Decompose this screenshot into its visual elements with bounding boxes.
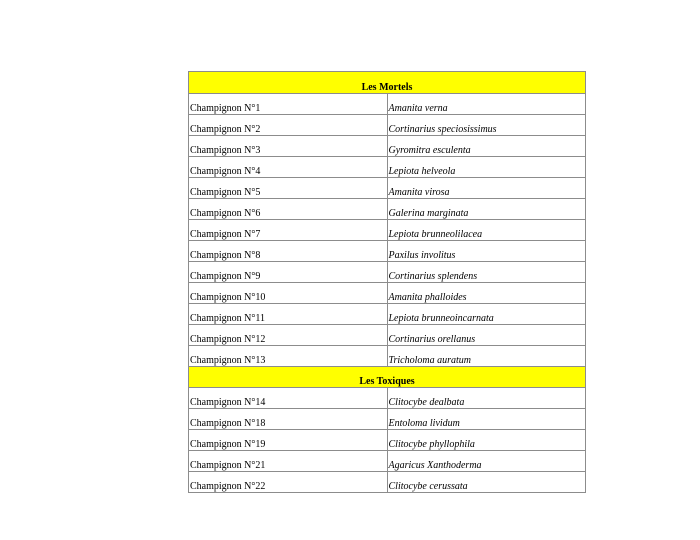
table-row (189, 157, 586, 178)
species-name-cell[interactable]: Lepiota brunneoincarnata (387, 304, 586, 325)
table-row (189, 388, 586, 409)
table-row (189, 409, 586, 430)
table-row (189, 241, 586, 262)
section-title[interactable]: Les Mortels (189, 72, 586, 94)
mushroom-number-cell[interactable]: Champignon N°2 (189, 115, 388, 136)
table-row (189, 325, 586, 346)
table-row (189, 283, 586, 304)
mushroom-number-cell[interactable]: Champignon N°22 (189, 472, 388, 493)
mushroom-number-cell[interactable]: Champignon N°11 (189, 304, 388, 325)
species-name-cell[interactable]: Entoloma lividum (387, 409, 586, 430)
table-row (189, 304, 586, 325)
species-name-cell[interactable]: Agaricus Xanthoderma (387, 451, 586, 472)
table-row (189, 115, 586, 136)
mushroom-number-cell[interactable]: Champignon N°19 (189, 430, 388, 451)
mushroom-number-cell[interactable]: Champignon N°5 (189, 178, 388, 199)
mushroom-number-cell[interactable]: Champignon N°14 (189, 388, 388, 409)
species-name-cell[interactable]: Tricholoma auratum (387, 346, 586, 367)
table-row (189, 178, 586, 199)
species-name-cell[interactable]: Cortinarius orellanus (387, 325, 586, 346)
mushroom-number-cell[interactable]: Champignon N°4 (189, 157, 388, 178)
mushroom-number-cell[interactable]: Champignon N°6 (189, 199, 388, 220)
mushroom-number-cell[interactable]: Champignon N°10 (189, 283, 388, 304)
species-name-cell[interactable]: Lepiota brunneolilacea (387, 220, 586, 241)
section-title[interactable]: Les Toxiques (189, 367, 586, 388)
mushroom-number-cell[interactable]: Champignon N°8 (189, 241, 388, 262)
mushroom-number-cell[interactable]: Champignon N°21 (189, 451, 388, 472)
table-row (189, 451, 586, 472)
species-name-cell[interactable]: Amanita phalloides (387, 283, 586, 304)
table-row (189, 94, 586, 115)
mushroom-number-cell[interactable]: Champignon N°7 (189, 220, 388, 241)
species-name-cell[interactable]: Gyromitra esculenta (387, 136, 586, 157)
mushroom-number-cell[interactable]: Champignon N°12 (189, 325, 388, 346)
mushroom-number-cell[interactable]: Champignon N°9 (189, 262, 388, 283)
mushroom-number-cell[interactable]: Champignon N°13 (189, 346, 388, 367)
mushroom-number-cell[interactable]: Champignon N°1 (189, 94, 388, 115)
table-row (189, 472, 586, 493)
species-name-cell[interactable]: Clitocybe dealbata (387, 388, 586, 409)
species-name-cell[interactable]: Cortinarius speciosissimus (387, 115, 586, 136)
species-name-cell[interactable]: Galerina marginata (387, 199, 586, 220)
table-row (189, 430, 586, 451)
species-name-cell[interactable]: Amanita verna (387, 94, 586, 115)
species-name-cell[interactable]: Cortinarius splendens (387, 262, 586, 283)
section-header-row (189, 72, 586, 94)
table-row (189, 136, 586, 157)
table-row (189, 220, 586, 241)
section-header-row (189, 367, 586, 388)
mushroom-number-cell[interactable]: Champignon N°18 (189, 409, 388, 430)
species-name-cell[interactable]: Amanita virosa (387, 178, 586, 199)
species-name-cell[interactable]: Clitocybe cerussata (387, 472, 586, 493)
table-row (189, 199, 586, 220)
table-row (189, 262, 586, 283)
species-name-cell[interactable]: Clitocybe phyllophila (387, 430, 586, 451)
mushroom-table (188, 71, 586, 493)
table-row (189, 346, 586, 367)
species-name-cell[interactable]: Paxilus involitus (387, 241, 586, 262)
species-name-cell[interactable]: Lepiota helveola (387, 157, 586, 178)
mushroom-number-cell[interactable]: Champignon N°3 (189, 136, 388, 157)
